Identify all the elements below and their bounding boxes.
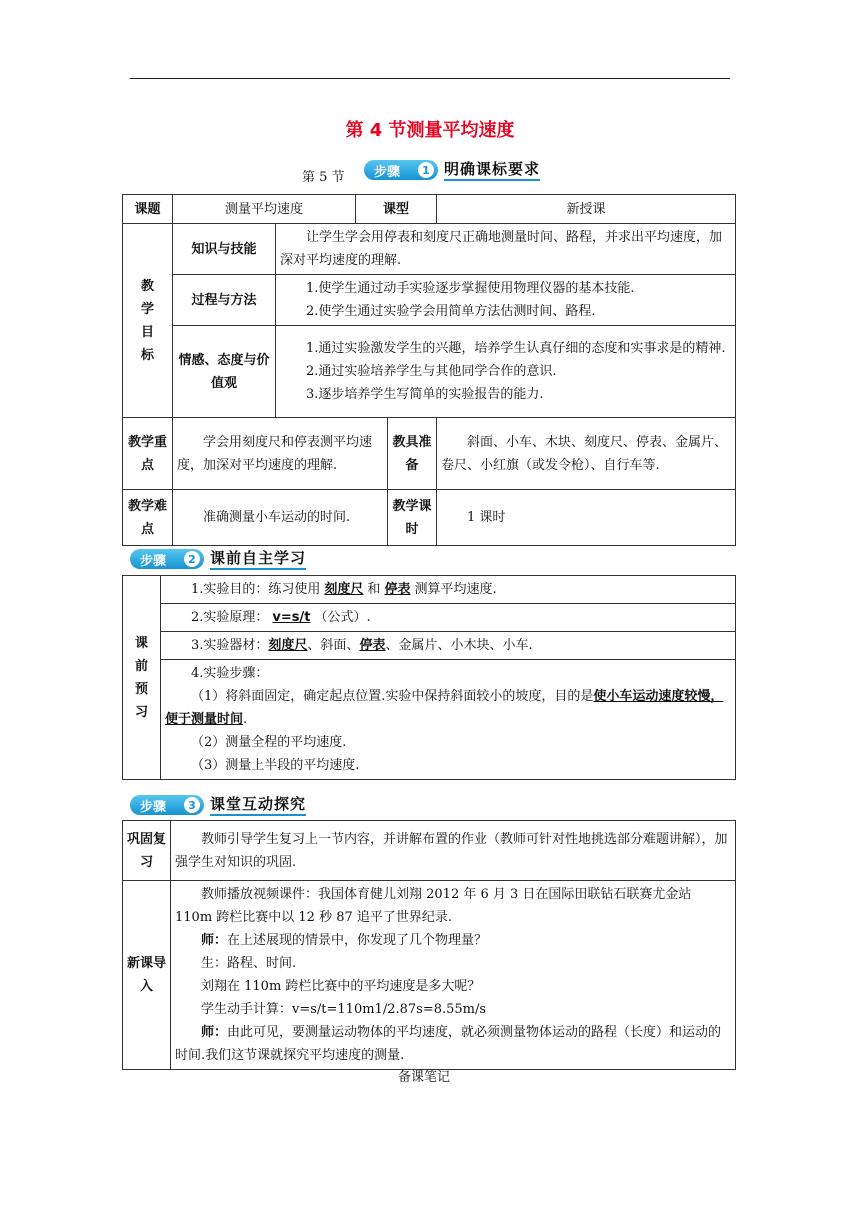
- page-title: 第 4 节测量平均速度: [345, 120, 515, 141]
- emotion-label: 情感、态度与价值观: [173, 326, 276, 418]
- top-rule: [130, 78, 730, 79]
- step-2-pill: 步骤 2: [130, 549, 204, 569]
- step-1-pill: 步骤 1: [364, 160, 438, 180]
- step-3-banner: [130, 792, 306, 818]
- step-3-title: 课堂互动探究: [210, 795, 306, 816]
- section-label: 第 5 节: [302, 170, 345, 185]
- difficulty-value: 准确测量小车运动的时间.: [173, 490, 388, 546]
- type-value: 新授课: [437, 195, 736, 224]
- equip-label: 教具准备: [388, 418, 437, 490]
- topic-label: 课题: [123, 195, 173, 224]
- preview-label: 课 前 预 习: [123, 576, 161, 780]
- goal-label: 教 学 目 标: [123, 224, 173, 418]
- preview-row-4: 4.实验步骤： （1）将斜面固定，确定起点位置.实验中保持斜面较小的坡度，目的是使小车运动速度较慢，便于测量时间. （2）测量全程的平均速度. （3）测量上半段的平均速度.: [161, 660, 736, 780]
- review-label: 巩固复习: [123, 821, 171, 881]
- knowledge-value: 让学生学会用停表和刻度尺正确地测量时间、路程，并求出平均速度，加深对平均速度的理解.: [276, 224, 736, 275]
- hours-label: 教学课时: [388, 490, 437, 546]
- equip-value: 斜面、小车、木块、刻度尺、停表、金属片、卷尺、小红旗（或发令枪）、自行车等.: [437, 418, 736, 490]
- preview-row-3: 3.实验器材：刻度尺、斜面、停表、金属片、小木块、小车.: [161, 632, 736, 660]
- preview-row-2: 2.实验原理： v=s/t （公式）.: [161, 604, 736, 632]
- step-3-pill: 步骤 3: [130, 795, 204, 815]
- knowledge-label: 知识与技能: [173, 224, 276, 275]
- step-1-banner: [364, 157, 540, 183]
- emotion-value: 1.通过实验激发学生的兴趣，培养学生认真仔细的态度和实事求是的精神. 2.通过实验培养学生与其他同学合作的意识. 3.逐步培养学生写简单的实验报告的能力.: [276, 326, 736, 418]
- key-value: 学会用刻度尺和停表测平均速度，加深对平均速度的理解.: [173, 418, 388, 490]
- preview-row-1: 1.实验目的：练习使用 刻度尺 和 停表 测算平均速度.: [161, 576, 736, 604]
- process-label: 过程与方法: [173, 275, 276, 326]
- step-2-title: 课前自主学习: [210, 549, 306, 570]
- topic-value: 测量平均速度: [173, 195, 356, 224]
- key-label: 教学重点: [123, 418, 173, 490]
- intro-value: 教师播放视频课件：我国体育健儿刘翔 2012 年 6 月 3 日在国际田联钻石联赛尤金站 110m 跨栏比赛中以 12 秒 87 追平了世界纪录. 师：在上述展现的情景中，你发现了几个物理量？ 生：路程、时间. 刘翔在 110m 跨栏比赛中的平均速度是多大呢？ 学生动手计算：v=s/t=110m1/2.87s=8.55m/s 师：由此可见，要测量运动物体的平均速度，就必须测量物体运动的路程（长度）和运动的时间.我们这节课就探究平均速度的测量.: [171, 881, 736, 1070]
- intro-label: 新课导入: [123, 881, 171, 1070]
- classroom-table: [122, 820, 736, 1070]
- lesson-plan-table: [122, 194, 736, 546]
- review-value: 教师引导学生复习上一节内容，并讲解布置的作业（教师可针对性地挑选部分难题讲解），加强学生对知识的巩固.: [171, 821, 736, 881]
- difficulty-label: 教学难点: [123, 490, 173, 546]
- process-value: 1.使学生通过动手实验逐步掌握使用物理仪器的基本技能. 2.使学生通过实验学会用简单方法估测时间、路程.: [276, 275, 736, 326]
- footer-notes: 备课笔记: [398, 1070, 451, 1085]
- hours-value: 1 课时: [437, 490, 736, 546]
- type-label: 课型: [356, 195, 437, 224]
- step-2-banner: [130, 546, 306, 572]
- step-1-title: 明确课标要求: [444, 160, 540, 181]
- preview-table: [122, 575, 736, 780]
